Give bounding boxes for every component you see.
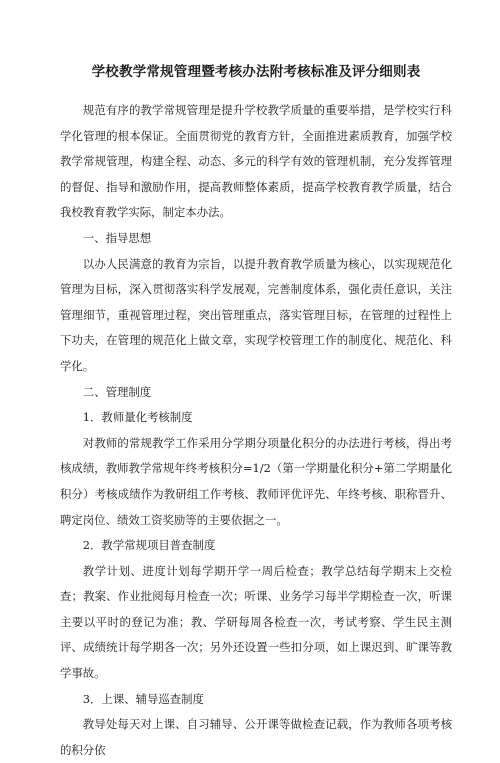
intro-paragraph: 规范有序的教学常规管理是提升学校教学质量的重要举措，是学校实行科学化管理的根本保证。全面贯彻党的教育方针，全面推进素质教育，加强学校教学常规管理，构建全程、动态、多元的科学有效的管理机制，充分发挥管理的督促、指导和激励作用，提高教师整体素质，提高学校教育教学质量，结合我校教育教学实际，制定本办法。 [60, 103, 452, 220]
document-title: 学校教学常规管理暨考核办法附考核标准及评分细则表 [91, 64, 421, 80]
item-heading-teacher-assessment: 1．教师量化考核制度 [82, 410, 193, 425]
section-heading-management-system: 二、管理制度 [82, 384, 152, 399]
item-heading-routine-inspection: 2．教学常规项目普查制度 [82, 538, 216, 553]
routine-inspection-paragraph: 教学计划、进度计划每学期开学一周后检查；教学总结每学期末上交检查；教案、作业批阅每月检查一次；听课、业务学习每半学期检查一次，听课主要以平时的登记为准；教、学研每周各检查一次，考试考察、学生民主测评、成绩统计每学期各一次；另外还设置一些扣分项，如上课迟到、旷课等教学事故。 [60, 563, 452, 681]
item-heading-class-patrol: 3．上课、辅导巡查制度 [82, 691, 204, 706]
teacher-assessment-paragraph: 对教师的常规教学工作采用分学期分项量化积分的办法进行考核，得出考核成绩，教师教学常规年终考核积分=1/2（第一学期量化积分+第二学期量化积分）考核成绩作为教研组工作考核、教师评优评先、年终考核、职称晋升、聘定岗位、绩效工资奖励等的主要依据之一。 [60, 435, 452, 527]
guiding-ideology-paragraph: 以办人民满意的教育为宗旨，以提升教育教学质量为核心，以实现规范化管理为目标，深入贯彻落实科学发展观，完善制度体系，强化责任意识，关注管理细节，重视管理过程，突出管理重点，落实管理目标，在管理的过程性上下功夫，在管理的规范化上做文章，实现学校管理工作的制度化、规范化、科学化。 [60, 256, 452, 373]
class-patrol-paragraph: 教导处每天对上课、自习辅导、公开课等做检查记载，作为教师各项考核的积分依 [60, 717, 452, 757]
section-heading-guiding-ideology: 一、指导思想 [82, 230, 152, 245]
